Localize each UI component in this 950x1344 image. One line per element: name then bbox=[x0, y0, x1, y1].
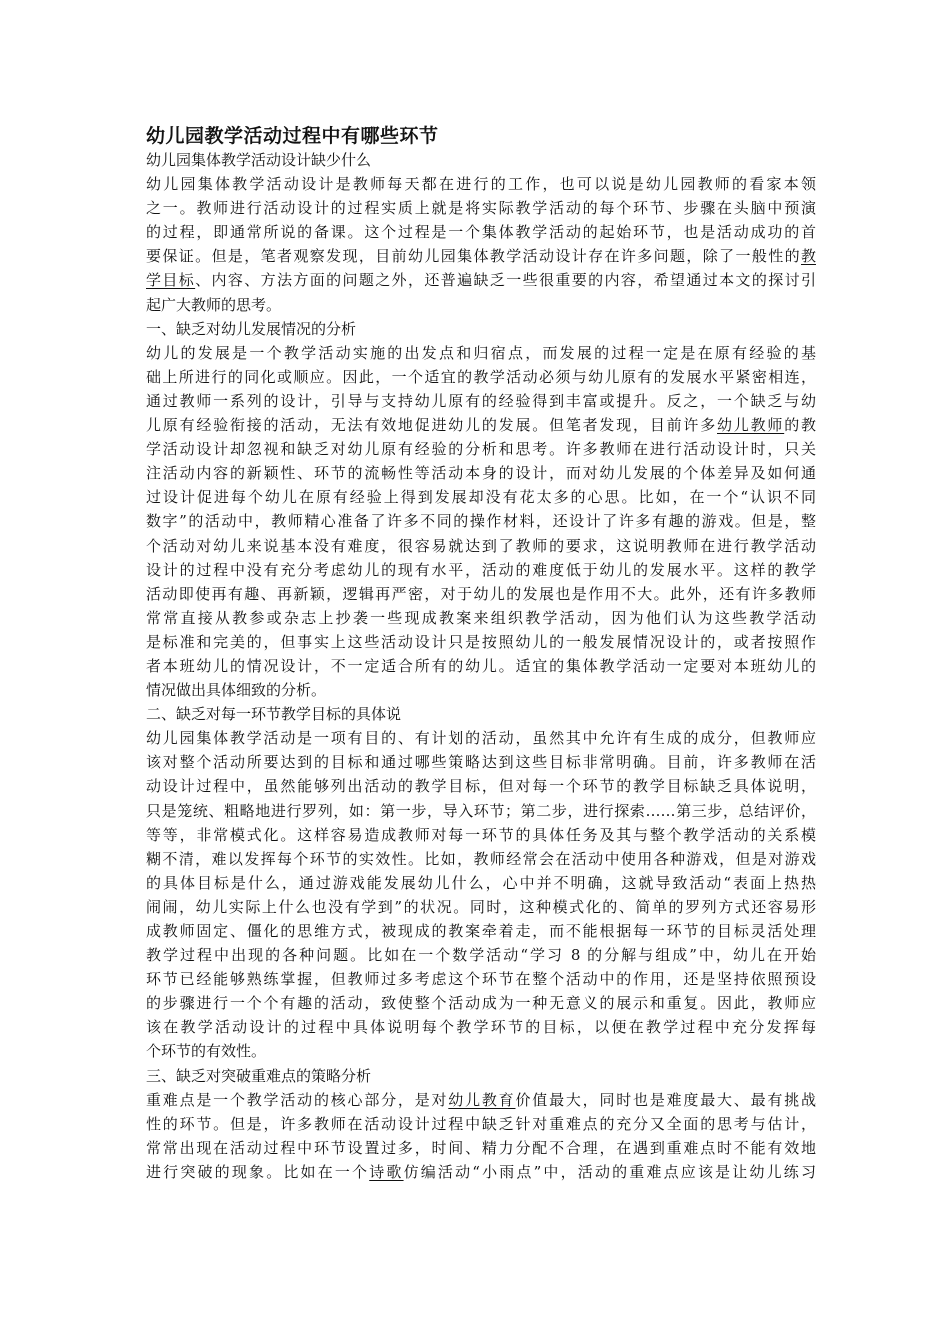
text-span: 该在教学活动设计的过程中具体说明每个教学环节的目标，以便在教学过程中充分发挥每 bbox=[146, 1018, 816, 1037]
text-line bbox=[146, 582, 816, 606]
text-line bbox=[146, 437, 816, 461]
text-line bbox=[146, 196, 816, 220]
text-span: 成教师固定、僵化的思维方式，被现成的教案牵着走，而不能根据每一环节的目标灵活处理 bbox=[146, 922, 816, 940]
text-line bbox=[146, 1160, 816, 1184]
inline-link[interactable]: 幼儿教师 bbox=[717, 416, 785, 435]
text-line bbox=[146, 1112, 816, 1136]
text-span: 数字”的活动中，教师精心准备了许多不同的操作材料，还设计了许多有趣的游戏。但是，整 bbox=[146, 512, 816, 531]
text-span: 过设计促进每个幼儿在原有经验上得到发展却没有花太多的心思。比如，在一个“认识不同 bbox=[146, 488, 816, 507]
text-span: 常常直接从教参或杂志上抄袭一些现成教案来组织教学活动，因为他们认为这些教学活动 bbox=[146, 608, 816, 627]
text-span: 是标准和完美的，但事实上这些活动设计只是按照幼儿的一般发展情况设计的，或者按照作 bbox=[146, 632, 816, 651]
text-line bbox=[146, 389, 816, 413]
text-span: 等等，非常模式化。这样容易造成教师对每一环节的具体任务及其与整个教学活动的关系模 bbox=[146, 825, 816, 844]
text-span: 一、缺乏对幼儿发展情况的分析 bbox=[146, 319, 357, 338]
text-span: 糊不清，难以发挥每个环节的实效性。比如，教师经常会在活动中使用各种游戏，但是对游戏 bbox=[146, 849, 816, 868]
text-line bbox=[146, 799, 816, 823]
text-span: 个活动对幼儿来说基本没有难度，很容易就达到了教师的要求，这说明教师在进行教学活动 bbox=[146, 536, 816, 555]
text-line bbox=[146, 461, 816, 485]
text-span: 重难点是一个教学活动的核心部分，是对 bbox=[146, 1090, 449, 1109]
text-line bbox=[146, 534, 816, 558]
inline-link[interactable]: 学目标 bbox=[146, 271, 196, 290]
text-span: 动设计过程中，虽然能够列出活动的教学目标，但对每一个环节的教学目标缺乏具体说明， bbox=[146, 777, 816, 796]
text-line bbox=[146, 654, 816, 678]
document-body bbox=[146, 148, 816, 1184]
text-line bbox=[146, 726, 816, 750]
text-line bbox=[146, 967, 816, 991]
text-span: 性的环节。但是，许多教师在活动设计过程中缺乏针对重难点的充分又全面的思考与估计， bbox=[146, 1114, 816, 1133]
text-line bbox=[146, 1136, 816, 1160]
text-line bbox=[146, 558, 816, 582]
text-span: 的教 bbox=[784, 416, 816, 435]
text-line bbox=[146, 895, 816, 919]
text-line bbox=[146, 148, 816, 172]
text-line bbox=[146, 823, 816, 847]
text-line bbox=[146, 750, 816, 774]
text-span: 幼儿的发展是一个教学活动实施的出发点和归宿点，而发展的过程一定是在原有经验的基 bbox=[146, 343, 816, 362]
document-page bbox=[146, 124, 816, 1184]
text-span: 教学过程中出现的各种问题。比如在一个数学活动“学习 8 的分解与组成”中，幼儿在开始 bbox=[146, 946, 816, 965]
text-line bbox=[146, 678, 816, 702]
text-line bbox=[146, 630, 816, 654]
text-span: 活动即使再有趣、再新颖，逻辑再严密，对于幼儿的发展也是作用不大。此外，还有许多教师 bbox=[146, 584, 816, 603]
text-line bbox=[146, 1039, 816, 1063]
text-line bbox=[146, 341, 816, 365]
text-span: 幼儿园集体教学活动是一项有目的、有计划的活动，虽然其中允许有生成的成分，但教师应 bbox=[146, 729, 816, 748]
text-span: 的过程，即通常所说的备课。这个过程是一个集体教学活动的起始环节，也是活动成功的首 bbox=[146, 223, 816, 242]
text-line bbox=[146, 268, 816, 292]
text-span: 、内容、方法方面的问题之外，还普遍缺乏一些很重要的内容，希望通过本文的探讨引 bbox=[195, 271, 816, 290]
text-span: 常常出现在活动过程中环节设置过多，时间、精力分配不合理，在遇到重难点时不能有效地 bbox=[146, 1138, 816, 1157]
text-line bbox=[146, 919, 816, 943]
text-span: 情况做出具体细致的分析。 bbox=[146, 681, 327, 700]
text-span: 二、缺乏对每一环节教学目标的具体说 bbox=[146, 705, 402, 724]
text-span: 个环节的有效性。 bbox=[146, 1042, 267, 1061]
text-span: 之一。教师进行活动设计的过程实质上就是将实际教学活动的每个环节、步骤在头脑中预演 bbox=[146, 199, 816, 218]
document-title: 幼儿园教学活动过程中有哪些环节 bbox=[146, 125, 439, 147]
inline-link[interactable]: 幼儿教育 bbox=[448, 1090, 516, 1109]
text-span: 要保证。但是，笔者观察发现，目前幼儿园集体教学活动设计存在许多问题，除了一般性的 bbox=[146, 247, 801, 266]
text-span: 起广大教师的思考。 bbox=[146, 295, 282, 314]
text-line bbox=[146, 509, 816, 533]
text-line bbox=[146, 244, 816, 268]
text-span: 的具体目标是什么，通过游戏能发展幼儿什么，心中并不明确，这就导致活动“表面上热热 bbox=[146, 873, 816, 892]
text-span: 进行突破的现象。比如在一个 bbox=[146, 1162, 370, 1181]
text-line bbox=[146, 220, 816, 244]
text-line bbox=[146, 413, 816, 437]
text-span: 础上所进行的同化或顺应。因此，一个适宜的教学活动必须与幼儿原有的发展水平紧密相连， bbox=[146, 367, 816, 386]
text-line bbox=[146, 172, 816, 196]
text-span: 者本班幼儿的情况设计，不一定适合所有的幼儿。适宜的集体教学活动一定要对本班幼儿的 bbox=[146, 656, 816, 675]
text-span: 设计的过程中没有充分考虑幼儿的现有水平，活动的难度低于幼儿的发展水平。这样的教学 bbox=[146, 560, 816, 579]
text-line bbox=[146, 774, 816, 798]
text-span: 三、缺乏对突破重难点的策略分析 bbox=[146, 1066, 372, 1085]
text-span: 学活动设计却忽视和缺乏对幼儿原有经验的分析和思考。许多教师在进行活动设计时，只关 bbox=[146, 440, 816, 459]
text-line bbox=[146, 365, 816, 389]
text-span: 幼儿园集体教学活动设计缺少什么 bbox=[146, 151, 372, 169]
text-line bbox=[146, 317, 816, 341]
text-line bbox=[146, 943, 816, 967]
text-line bbox=[146, 702, 816, 726]
text-span: 环节已经能够熟练掌握，但教师过多考虑这个环节在整个活动中的作用，还是坚持依照预设 bbox=[146, 970, 816, 989]
inline-link[interactable]: 诗歌 bbox=[369, 1162, 404, 1181]
text-span: 闹闹，幼儿实际上什么也没有学到”的状况。同时，这种模式化的、简单的罗列方式还容易形 bbox=[146, 897, 816, 916]
text-span: 幼儿园集体教学活动设计是教师每天都在进行的工作，也可以说是幼儿园教师的看家本领 bbox=[146, 175, 816, 194]
inline-link[interactable]: 教 bbox=[800, 247, 816, 266]
text-line bbox=[146, 606, 816, 630]
text-line bbox=[146, 847, 816, 871]
text-span: 儿原有经验衔接的活动，无法有效地促进幼儿的发展。但笔者发现，目前许多 bbox=[146, 416, 717, 435]
text-span: 只是笼统、粗略地进行罗列，如：第一步，导入环节；第二步，进行探索……第三步，总结评价， bbox=[146, 801, 816, 820]
text-span: 的步骤进行一个个有趣的活动，致使整个活动成为一种无意义的展示和重复。因此，教师应 bbox=[146, 994, 816, 1013]
text-line bbox=[146, 293, 816, 317]
text-line bbox=[146, 991, 816, 1015]
text-line bbox=[146, 1088, 816, 1112]
text-line bbox=[146, 871, 816, 895]
text-span: 通过教师一系列的设计，引导与支持幼儿原有的经验得到丰富或提升。反之，一个缺乏与幼 bbox=[146, 391, 816, 410]
text-line bbox=[146, 1015, 816, 1039]
text-line bbox=[146, 1064, 816, 1088]
text-line bbox=[146, 485, 816, 509]
text-span: 注活动内容的新颖性、环节的流畅性等活动本身的设计，而对幼儿发展的个体差异及如何通 bbox=[146, 464, 816, 483]
text-span: 价值最大，同时也是难度最大、最有挑战 bbox=[515, 1090, 816, 1109]
text-span: 仿编活动“小雨点”中，活动的重难点应该是让幼儿练习 bbox=[403, 1162, 816, 1181]
text-span: 该对整个活动所要达到的目标和通过哪些策略达到这些目标非常明确。目前，许多教师在活 bbox=[146, 753, 816, 772]
